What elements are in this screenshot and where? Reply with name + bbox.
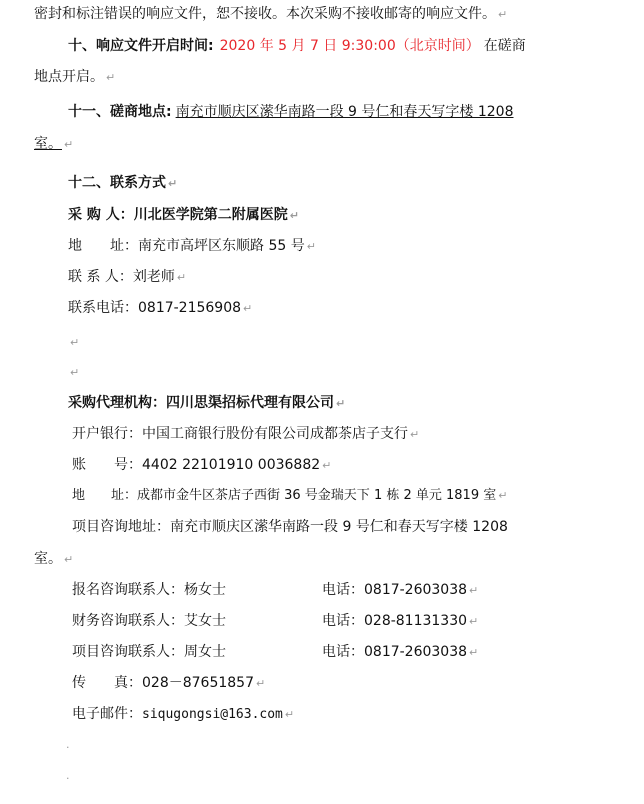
bank-line — [72, 424, 419, 444]
fax-text: 传 真：028－87651857 — [72, 675, 254, 691]
proj-contact-label: 项目咨询联系人：周女士 — [72, 644, 226, 660]
account-line — [72, 455, 331, 475]
section-10-tail: 在磋商 — [483, 38, 526, 54]
para-top-text: 密封和标注错误的响应文件，恕不接收。本次采购不接收邮寄的响应文件。 — [34, 6, 496, 22]
paragraph-mark: ↵ — [469, 584, 479, 597]
buyer-phone-text: 联系电话：0817-2156908 — [68, 300, 242, 316]
agency-heading-text: 采购代理机构：四川思渠招标代理有限公司 — [68, 395, 334, 411]
paragraph-mark: ↵ — [469, 615, 479, 628]
para-top — [34, 4, 507, 24]
paragraph-mark: ↵ — [70, 336, 80, 349]
email-address[interactable]: siqugongsi@163.com — [142, 707, 283, 722]
paragraph-mark: ↵ — [498, 489, 508, 502]
consult-address-text: 项目咨询地址：南充市顺庆区潆华南路一段 9 号仁和春天写字楼 1208 — [72, 519, 508, 535]
paragraph-mark: ↵ — [284, 708, 295, 721]
section-11-label: 十一、磋商地点: — [68, 104, 172, 120]
paragraph-mark: ↵ — [336, 397, 346, 410]
consult-location: 南充市顺庆区潆华南路一段 9 号仁和春天写字楼 1208 — [175, 104, 514, 120]
empty-paragraph — [68, 362, 79, 382]
bank-text: 开户银行：中国工商银行股份有限公司成都茶店子支行 — [72, 426, 408, 442]
paragraph-mark: ↵ — [106, 71, 116, 84]
proj-phone-text: 电话：0817-2603038 — [322, 644, 468, 660]
paragraph-mark: ↵ — [469, 646, 479, 659]
agency-address-text: 地 址：成都市金牛区茶店子西街 36 号金瑞天下 1 栋 2 单元 1819 室 — [72, 488, 497, 503]
paragraph-mark: ↵ — [243, 302, 253, 315]
paragraph-dot: · — [66, 772, 70, 785]
paragraph-mark: ↵ — [322, 459, 332, 472]
email-label: 电子邮件： — [72, 706, 142, 722]
section-10-tail2: 地点开启。 — [34, 69, 104, 85]
paragraph-dot: · — [66, 741, 70, 754]
agency-address-line — [72, 486, 507, 506]
opening-time: 2020 年 5 月 7 日 9:30:00（北京时间） — [219, 38, 480, 54]
consult-address-line2 — [34, 549, 73, 569]
section-12-heading-text: 十二、联系方式 — [68, 175, 166, 191]
empty-paragraph — [68, 332, 79, 352]
reg-contact-line — [72, 580, 226, 600]
consult-address-line1 — [72, 517, 508, 537]
empty-paragraph — [64, 737, 70, 757]
fin-phone-text: 电话：028-81131330 — [322, 613, 468, 629]
buyer-contact-line — [68, 267, 186, 287]
reg-phone-text: 电话：0817-2603038 — [322, 582, 468, 598]
paragraph-mark: ↵ — [255, 677, 266, 690]
account-text: 账 号：4402 22101910 0036882 — [72, 457, 321, 473]
agency-heading — [68, 393, 345, 413]
buyer-contact-text: 联 系 人：刘老师 — [68, 269, 175, 285]
fin-phone-line — [322, 611, 478, 631]
buyer-address-text: 地 址：南充市高坪区东顺路 55 号 — [68, 238, 305, 254]
section-11-line2 — [34, 134, 73, 154]
reg-contact-label: 报名咨询联系人：杨女士 — [72, 582, 226, 598]
consult-address-end: 室。 — [34, 551, 62, 567]
section-12-heading — [68, 173, 177, 193]
buyer-phone-line — [68, 298, 252, 318]
fin-contact-line — [72, 611, 226, 631]
paragraph-mark: ↵ — [168, 177, 178, 190]
consult-location-end: 室。 — [34, 136, 62, 152]
section-10-label: 十、响应文件开启时间: — [68, 38, 214, 54]
fax-line — [72, 673, 265, 693]
paragraph-mark: ↵ — [410, 428, 420, 441]
section-11-line1 — [68, 102, 514, 122]
paragraph-mark: ↵ — [64, 138, 74, 151]
buyer-line — [68, 205, 299, 225]
section-10-line1 — [68, 36, 526, 56]
paragraph-mark: ↵ — [176, 271, 187, 284]
proj-contact-line — [72, 642, 226, 662]
proj-phone-line — [322, 642, 478, 662]
reg-phone-line — [322, 580, 478, 600]
paragraph-mark: ↵ — [306, 240, 316, 253]
section-10-line2 — [34, 67, 115, 87]
buyer-text: 采 购 人：川北医学院第二附属医院 — [68, 207, 288, 223]
paragraph-mark: ↵ — [64, 553, 74, 566]
buyer-address-line — [68, 236, 316, 256]
empty-paragraph — [64, 768, 70, 788]
paragraph-mark: ↵ — [498, 8, 508, 21]
email-line — [72, 704, 294, 724]
paragraph-mark: ↵ — [70, 366, 80, 379]
fin-contact-label: 财务咨询联系人：艾女士 — [72, 613, 226, 629]
paragraph-mark: ↵ — [289, 209, 299, 222]
